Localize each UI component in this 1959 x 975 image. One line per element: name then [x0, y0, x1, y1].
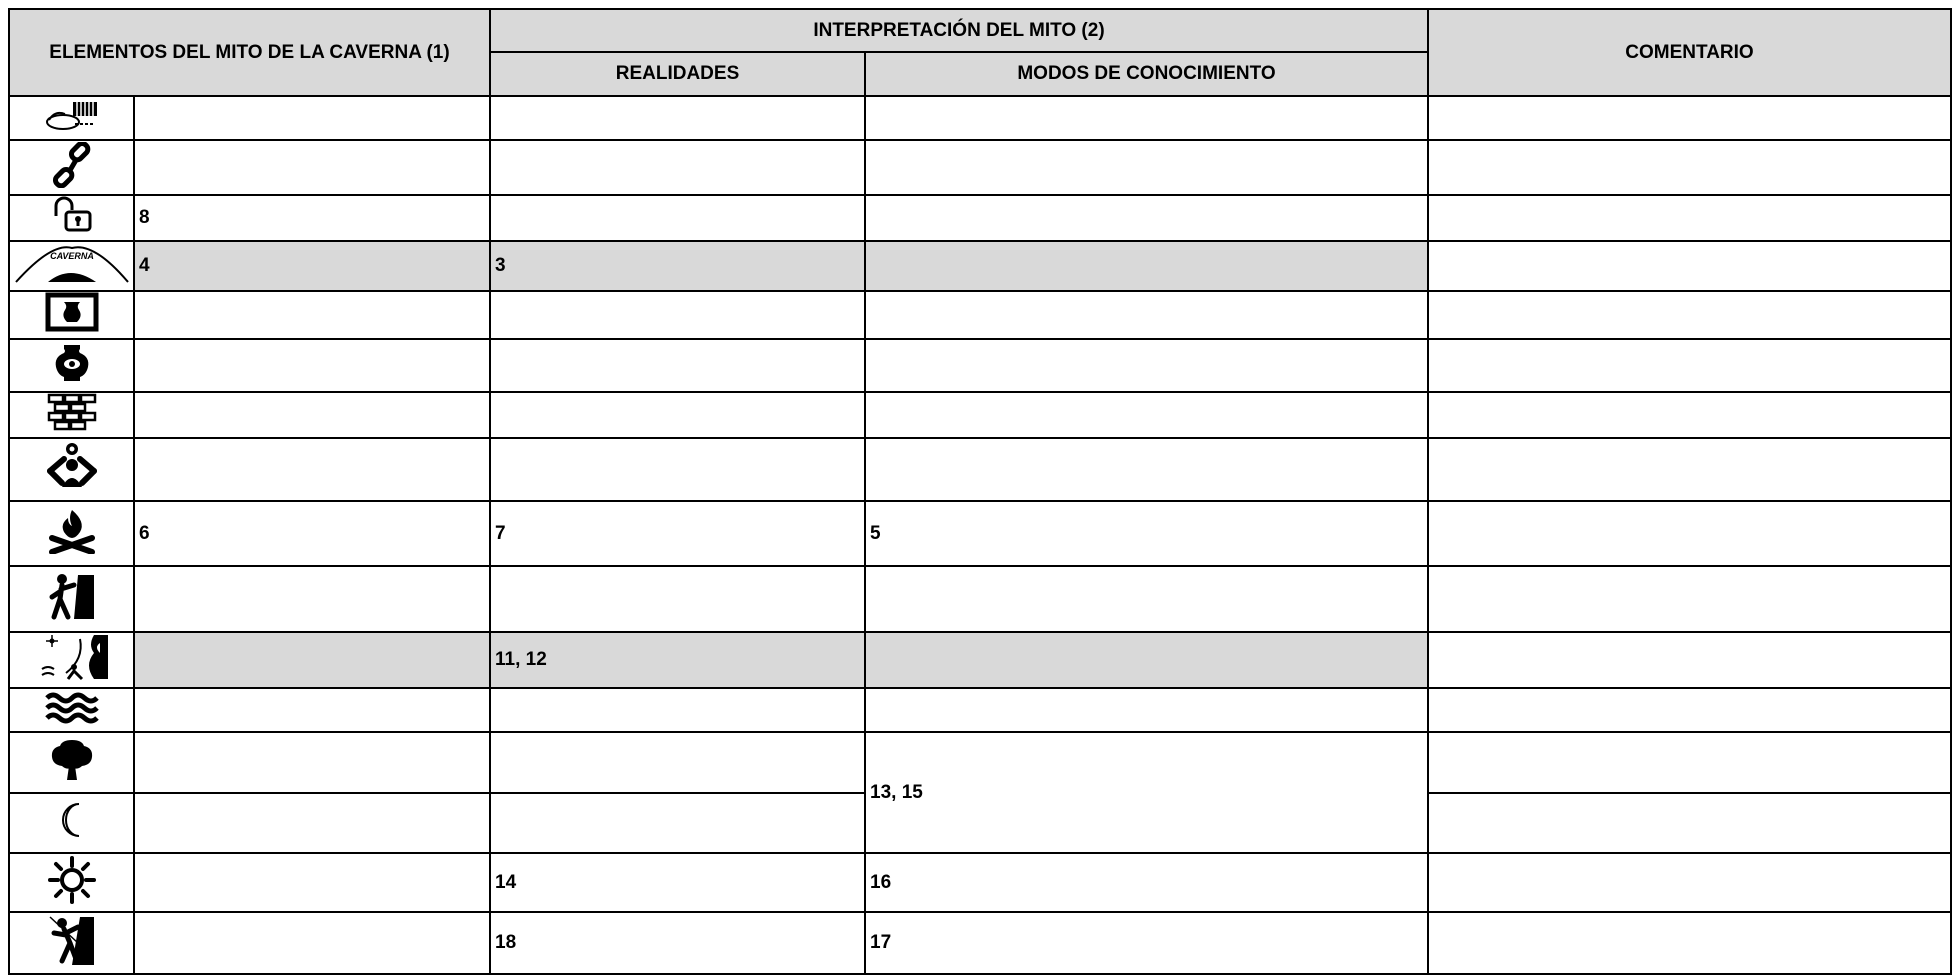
- cell-realidades[interactable]: 14: [490, 853, 865, 912]
- table-row: [9, 438, 1951, 501]
- table-row: [9, 501, 1951, 566]
- cell-comentario[interactable]: [1428, 291, 1951, 339]
- row-icon-cell: [9, 853, 134, 912]
- row-icon-cell: [9, 291, 134, 339]
- cell-modos[interactable]: [865, 339, 1428, 392]
- table-row: [9, 96, 1951, 140]
- cell-realidades[interactable]: [490, 195, 865, 241]
- wall-icon: [47, 393, 97, 431]
- table-row: [9, 732, 1951, 793]
- cell-elementos[interactable]: [134, 732, 490, 793]
- open-lock-icon: [50, 196, 94, 234]
- cell-elementos[interactable]: [134, 291, 490, 339]
- cell-elementos[interactable]: [134, 339, 490, 392]
- table-row: [9, 912, 1951, 974]
- cave-myth-table: [8, 8, 1952, 975]
- header-realidades: REALIDADES: [490, 52, 865, 96]
- cell-modos[interactable]: [865, 96, 1428, 140]
- row-icon-cell: [9, 96, 134, 140]
- cell-modos[interactable]: [865, 291, 1428, 339]
- shadow-screen-icon: [45, 292, 99, 332]
- table-row: [9, 195, 1951, 241]
- table-row: [9, 392, 1951, 438]
- table-row: [9, 241, 1951, 291]
- cave-icon: [12, 242, 132, 284]
- cell-elementos[interactable]: [134, 793, 490, 853]
- cell-comentario[interactable]: [1428, 96, 1951, 140]
- table-row: [9, 291, 1951, 339]
- water-icon: [45, 690, 99, 724]
- cell-modos[interactable]: [865, 392, 1428, 438]
- cell-comentario[interactable]: [1428, 793, 1951, 853]
- cell-modos[interactable]: 5: [865, 501, 1428, 566]
- cell-realidades[interactable]: [490, 793, 865, 853]
- cell-elementos[interactable]: [134, 438, 490, 501]
- cell-comentario[interactable]: [1428, 566, 1951, 632]
- cell-realidades[interactable]: [490, 566, 865, 632]
- cell-realidades[interactable]: [490, 688, 865, 732]
- cell-comentario[interactable]: [1428, 853, 1951, 912]
- cell-modos[interactable]: [865, 688, 1428, 732]
- header-modos-conocimiento: MODOS DE CONOCIMIENTO: [865, 52, 1428, 96]
- cell-comentario[interactable]: [1428, 392, 1951, 438]
- cell-modos[interactable]: 16: [865, 853, 1428, 912]
- header-comentario: COMENTARIO: [1428, 9, 1951, 96]
- cell-realidades[interactable]: 11, 12: [490, 632, 865, 688]
- cell-elementos[interactable]: 8: [134, 195, 490, 241]
- cell-comentario[interactable]: [1428, 241, 1951, 291]
- row-icon-cell: [9, 501, 134, 566]
- row-icon-cell: [9, 241, 134, 291]
- cell-realidades[interactable]: 7: [490, 501, 865, 566]
- cell-comentario[interactable]: [1428, 912, 1951, 974]
- cell-modos[interactable]: [865, 140, 1428, 195]
- cell-elementos[interactable]: [134, 392, 490, 438]
- cell-elementos[interactable]: [134, 140, 490, 195]
- moon-icon: [55, 800, 89, 840]
- prisoner-icon: [43, 98, 101, 132]
- cell-elementos[interactable]: [134, 688, 490, 732]
- row-icon-cell: [9, 339, 134, 392]
- cell-modos[interactable]: [865, 195, 1428, 241]
- cell-comentario[interactable]: [1428, 688, 1951, 732]
- vase-icon: [52, 342, 92, 384]
- climber-icon: [48, 571, 96, 621]
- row-icon-cell: [9, 438, 134, 501]
- cell-realidades[interactable]: [490, 732, 865, 793]
- row-icon-cell: [9, 912, 134, 974]
- row-icon-cell: [9, 195, 134, 241]
- cell-modos[interactable]: 13, 15: [865, 732, 1428, 853]
- cell-comentario[interactable]: [1428, 501, 1951, 566]
- cell-modos[interactable]: [865, 566, 1428, 632]
- sun-icon: [48, 856, 96, 904]
- header-interpretacion: INTERPRETACIÓN DEL MITO (2): [490, 9, 1428, 52]
- cell-elementos[interactable]: 6: [134, 501, 490, 566]
- row-icon-cell: [9, 632, 134, 688]
- table-row: [9, 339, 1951, 392]
- cell-elementos[interactable]: [134, 912, 490, 974]
- table-row: [9, 140, 1951, 195]
- row-icon-cell: [9, 732, 134, 793]
- table-row: [9, 566, 1951, 632]
- cell-realidades[interactable]: [490, 339, 865, 392]
- cell-realidades[interactable]: [490, 392, 865, 438]
- row-icon-cell: [9, 392, 134, 438]
- cell-elementos[interactable]: 4: [134, 241, 490, 291]
- exit-scene-icon: [34, 633, 110, 681]
- fire-icon: [48, 508, 96, 554]
- cell-modos[interactable]: 17: [865, 912, 1428, 974]
- row-icon-cell: [9, 793, 134, 853]
- cell-modos[interactable]: [865, 632, 1428, 688]
- row-icon-cell: [9, 566, 134, 632]
- cell-comentario[interactable]: [1428, 140, 1951, 195]
- cell-elementos[interactable]: [134, 96, 490, 140]
- cell-comentario[interactable]: [1428, 195, 1951, 241]
- row-icon-cell: [9, 688, 134, 732]
- tree-icon: [49, 738, 95, 782]
- table-row: [9, 688, 1951, 732]
- cell-realidades[interactable]: 18: [490, 912, 865, 974]
- cell-elementos[interactable]: [134, 566, 490, 632]
- cell-comentario[interactable]: [1428, 438, 1951, 501]
- cell-realidades[interactable]: [490, 96, 865, 140]
- row-icon-cell: [9, 140, 134, 195]
- cell-elementos[interactable]: [134, 632, 490, 688]
- cell-comentario[interactable]: [1428, 632, 1951, 688]
- cell-modos[interactable]: [865, 241, 1428, 291]
- cell-realidades[interactable]: 3: [490, 241, 865, 291]
- table-row: [9, 853, 1951, 912]
- cell-elementos[interactable]: [134, 853, 490, 912]
- cell-realidades[interactable]: [490, 140, 865, 195]
- header-elementos: ELEMENTOS DEL MITO DE LA CAVERNA (1): [9, 9, 490, 96]
- cell-comentario[interactable]: [1428, 339, 1951, 392]
- cave-icon-label: CAVERNA: [49, 251, 94, 261]
- chain-icon: [49, 142, 95, 188]
- cell-modos[interactable]: [865, 438, 1428, 501]
- cell-realidades[interactable]: [490, 291, 865, 339]
- carrier-icon: [46, 441, 98, 493]
- cell-realidades[interactable]: [490, 438, 865, 501]
- table-row: [9, 632, 1951, 688]
- descending-climber-icon: [48, 913, 96, 967]
- cell-comentario[interactable]: [1428, 732, 1951, 793]
